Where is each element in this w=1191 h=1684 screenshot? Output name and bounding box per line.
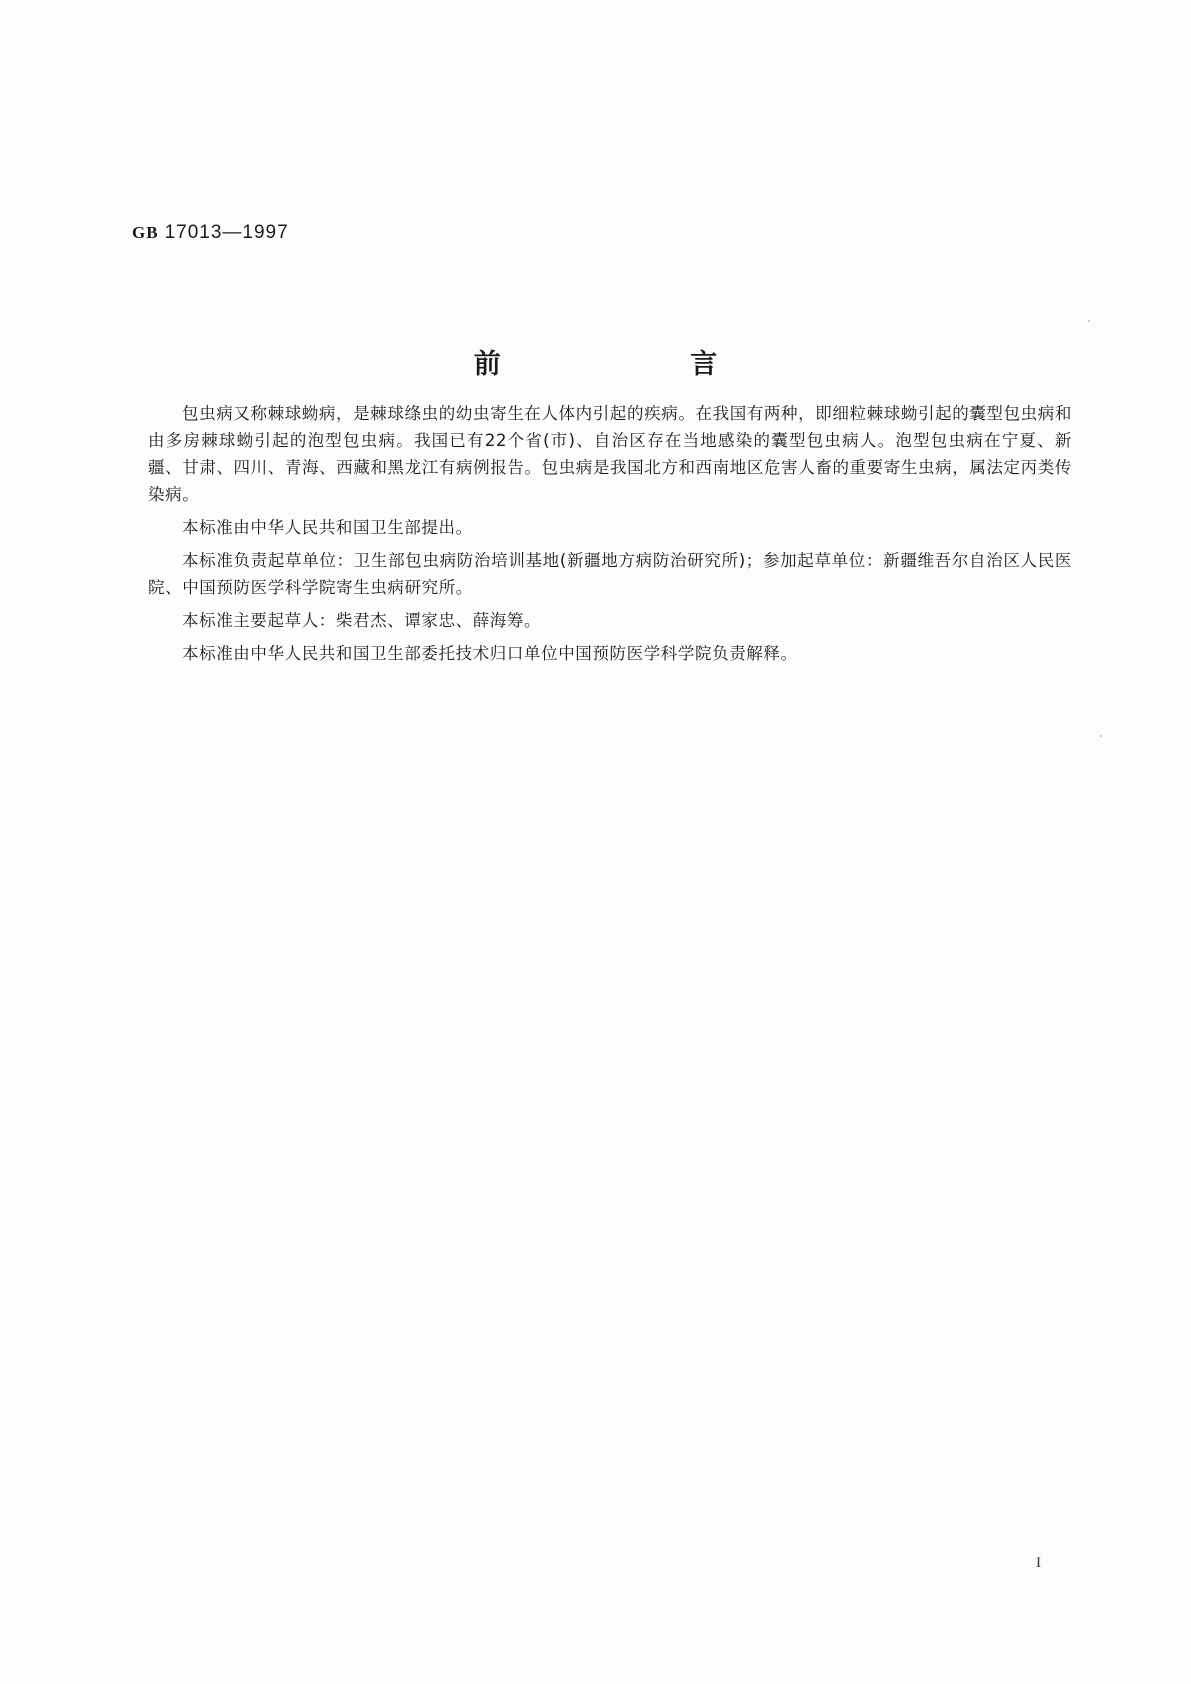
scan-speck [1088, 320, 1090, 322]
standard-number: 17013—1997 [164, 222, 289, 243]
paragraph-drafters: 本标准主要起草人：柴君杰、谭家忠、薛海筹。 [182, 611, 542, 630]
paragraph-interpretation: 本标准由中华人民共和国卫生部委托技术归口单位中国预防医学科学院负责解释。 [182, 644, 798, 663]
scan-speck [1100, 735, 1102, 737]
paragraph-drafting-units: 本标准负责起草单位：卫生部包虫病防治培训基地(新疆地方病防治研究所)；参加起草单位：新疆维吾尔自治区人民医院、中国预防医学科学院寄生虫病研究所。 [148, 551, 1072, 597]
page-number: I [1036, 1555, 1041, 1571]
page-title: 前 言 [473, 349, 808, 380]
paragraph-proposer: 本标准由中华人民共和国卫生部提出。 [182, 518, 473, 537]
gb-prefix: GB [132, 223, 159, 242]
paragraph-intro: 包虫病又称棘球蚴病，是棘球绦虫的幼虫寄生在人体内引起的疾病。在我国有两种，即细粒棘球蚴引起的囊型包虫病和由多房棘球蚴引起的泡型包虫病。我国已有22个省(市)、自治区存在当地感染的囊型包虫病人。泡型包虫病在宁夏、新疆、甘肃、四川、青海、西藏和黑龙江有病例报告。包虫病是我国北方和西南地区危害人畜的重要寄生虫病，属法定丙类传染病。 [148, 404, 1072, 504]
standard-code [132, 222, 289, 244]
foreword-body [148, 400, 1072, 673]
